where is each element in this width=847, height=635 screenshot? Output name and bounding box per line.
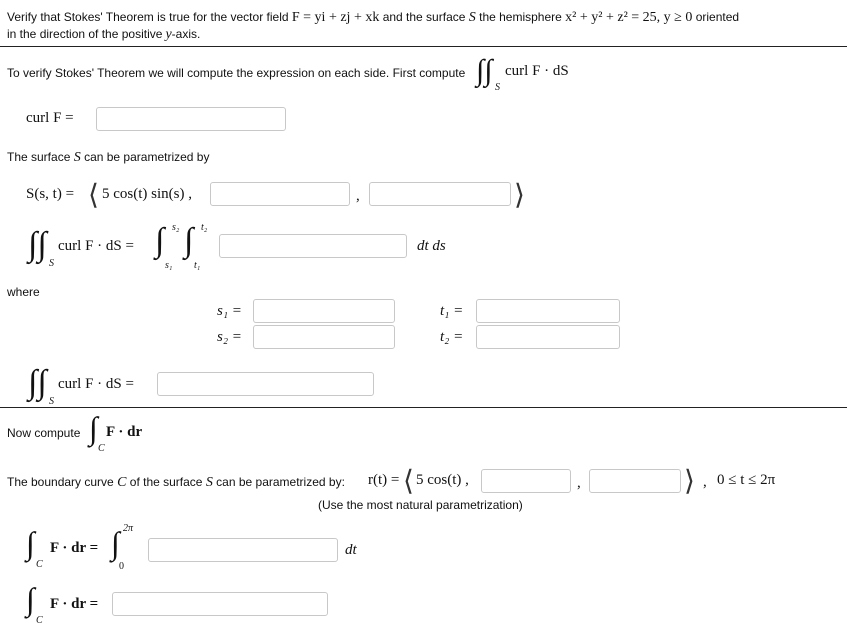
boundary-var2: S: [205, 475, 213, 490]
left-angle-icon-2: ⟨: [403, 466, 414, 497]
boundary-suffix: can be parametrized by:: [216, 475, 345, 489]
s1-label: s₁ =: [217, 303, 242, 319]
problem-line-2: [7, 27, 200, 43]
problem-mid2: the hemisphere: [479, 10, 562, 24]
vector-field: F = yi + zj + xk: [291, 10, 380, 25]
double-integral-icon-3: ∫∫: [28, 364, 47, 401]
s2-input[interactable]: [253, 325, 395, 349]
s-param-comma: ,: [356, 188, 360, 204]
problem-mid: and the surface: [382, 10, 466, 24]
boundary-var: C: [117, 475, 127, 490]
surface-var: S: [468, 10, 476, 25]
problem-line-1: [7, 10, 739, 26]
hint: (Use the most natural parametrization): [318, 498, 523, 512]
boundary-mid: of the surface: [129, 475, 203, 489]
lower-t: t₁: [194, 260, 201, 271]
curl-label: curl F =: [26, 110, 74, 126]
part1-intro-expr: curl F · dS: [505, 63, 569, 79]
t1-label: t₁ =: [440, 303, 464, 319]
param-suffix: can be parametrized by: [84, 150, 210, 164]
s2-label: s₂ =: [217, 329, 242, 345]
problem-line2-prefix: in the direction of the positive: [7, 27, 163, 41]
right-angle-icon-2: ⟩: [684, 466, 695, 497]
param-prefix: The surface: [7, 150, 71, 164]
line-int-label: F · dr =: [50, 540, 99, 556]
double-integral-icon-2: ∫∫: [28, 226, 47, 263]
where-label: where: [7, 285, 40, 299]
boundary-prefix: The boundary curve: [7, 475, 114, 489]
line-int-sub-c-2: C: [36, 559, 43, 570]
s-param-first: 5 cos(t) sin(s) ,: [102, 186, 192, 202]
surface-int-label: curl F · dS =: [58, 238, 134, 254]
divider-1: [0, 46, 847, 47]
line-integral-icon-3: ∫: [26, 581, 35, 617]
boundary-line: [7, 475, 345, 491]
r-comma: ,: [577, 475, 581, 491]
problem-line2-suffix: -axis.: [171, 27, 201, 41]
t2-label: t₂ =: [440, 329, 464, 345]
s-param-label: S(s, t) =: [26, 186, 75, 202]
r-label: r(t) =: [368, 472, 400, 488]
t-range: 0 ≤ t ≤ 2π: [717, 472, 776, 488]
r-y-input[interactable]: [481, 469, 571, 493]
integral-sub-s-3: S: [49, 396, 54, 407]
t2-input[interactable]: [476, 325, 620, 349]
surface-equation: x² + y² + z² = 25, y ≥ 0: [565, 10, 693, 25]
lower-s: s₁: [165, 260, 173, 271]
upper-t: t₂: [201, 222, 208, 233]
problem-suffix: oriented: [695, 10, 740, 24]
curl-input[interactable]: [96, 107, 286, 131]
surface-result-input[interactable]: [157, 372, 374, 396]
integral-t-icon: ∫: [184, 222, 194, 259]
part1-intro: To verify Stokes' Theorem we will compute the expression on each side. First compute: [7, 66, 466, 80]
t1-input[interactable]: [476, 299, 620, 323]
integral-icon: ∫: [111, 525, 120, 561]
problem-prefix: Verify that Stokes' Theorem is true for the vector field: [7, 10, 289, 24]
now-compute: Now compute: [7, 426, 81, 440]
s-param-z-input[interactable]: [369, 182, 511, 206]
line-int-sub-c: C: [98, 443, 105, 454]
param-line: [7, 150, 209, 166]
integral-sub-s: S: [495, 82, 500, 93]
now-compute-expr: F · dr: [106, 424, 143, 440]
r-z-input[interactable]: [589, 469, 681, 493]
line-integral-icon-2: ∫: [26, 525, 35, 561]
comma-before-range: ,: [703, 474, 707, 490]
s-param-y-input[interactable]: [210, 182, 350, 206]
line-result-input[interactable]: [112, 592, 328, 616]
right-angle-icon: ⟩: [514, 180, 525, 211]
left-angle-icon: ⟨: [88, 180, 99, 211]
upper-limit: 2π: [123, 523, 134, 534]
line-integral-icon: ∫: [89, 410, 98, 446]
param-var: S: [73, 150, 81, 165]
surface-result-label: curl F · dS =: [58, 376, 134, 392]
axis-var: y: [165, 27, 172, 42]
lower-limit: 0: [119, 561, 124, 572]
final-label: F · dr =: [50, 596, 99, 612]
upper-s: s₂: [172, 222, 180, 233]
integrand-input[interactable]: [219, 234, 407, 258]
r-first: 5 cos(t) ,: [416, 472, 469, 488]
s1-input[interactable]: [253, 299, 395, 323]
double-integral-icon: ∫∫: [476, 54, 493, 87]
dtds: dt ds: [417, 238, 446, 254]
divider-2: [0, 407, 847, 408]
line-integrand-input[interactable]: [148, 538, 338, 562]
integral-s-icon: ∫: [155, 222, 165, 259]
integral-sub-s-2: S: [49, 258, 54, 269]
line-int-sub-c-3: C: [36, 615, 43, 626]
dt: dt: [345, 542, 357, 558]
